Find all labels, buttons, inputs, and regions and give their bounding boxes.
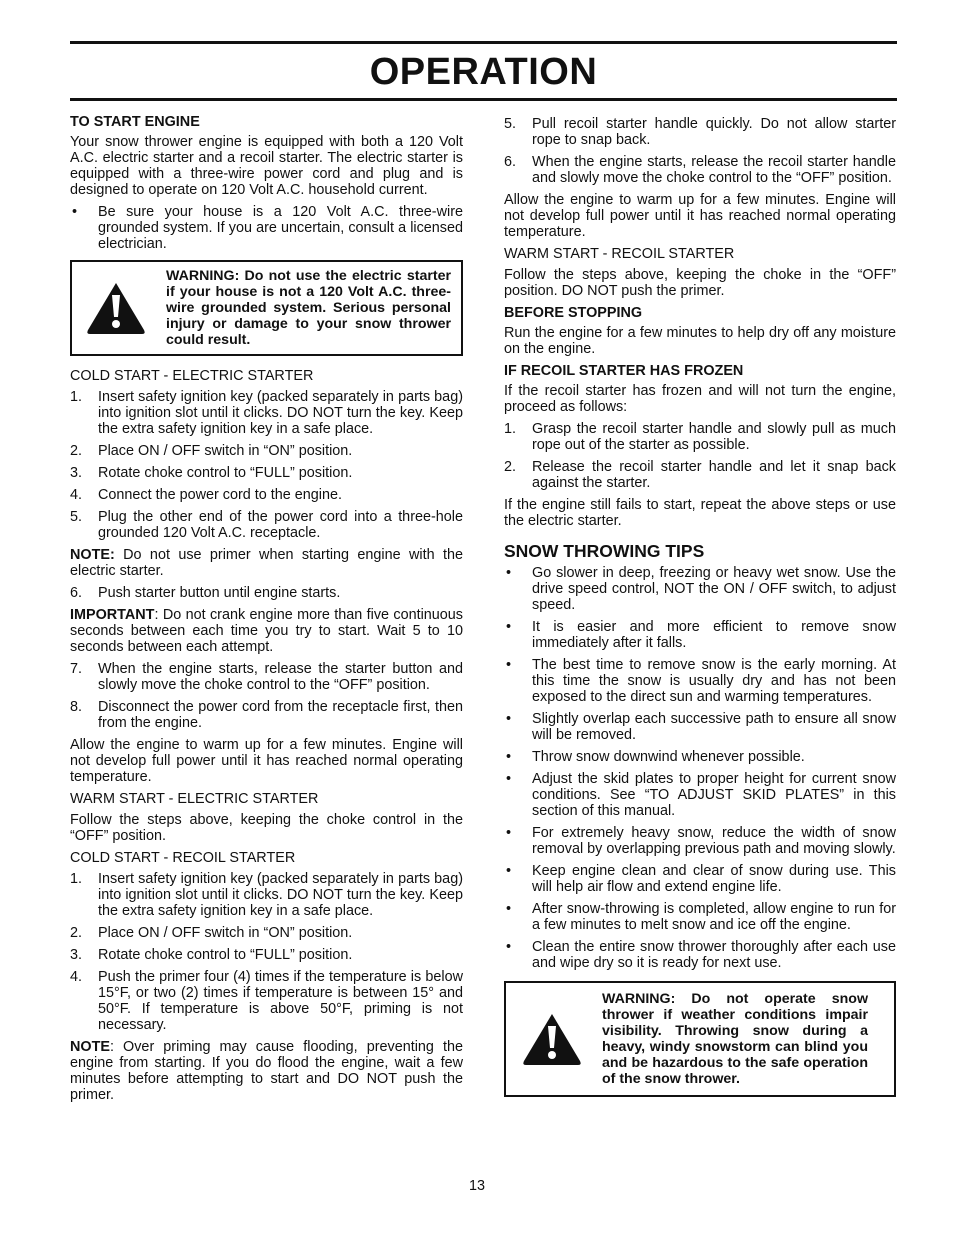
before-stopping-text: Run the engine for a few minutes to help dry off any moisture on the engine.: [504, 325, 896, 357]
list-item: 5. Pull recoil starter handle quickly. Do not allow starter rope to snap back.: [504, 116, 896, 148]
cold-start-electric-heading: COLD START - ELECTRIC STARTER: [70, 368, 314, 384]
warm-start-recoil-text: Follow the steps above, keeping the choke in the “OFF” position. DO NOT push the primer.: [504, 267, 896, 299]
cold-start-recoil-steps: [70, 871, 463, 1033]
list-item: 1. Insert safety ignition key (packed separately in parts bag) into ignition slot until it clicks. DO NOT turn the key. Keep the extra safety ignition key in a safe place.: [70, 389, 463, 437]
before-stopping-heading: BEFORE STOPPING: [504, 305, 643, 321]
list-item: 1. Insert safety ignition key (packed separately in parts bag) into ignition slot until it clicks. DO NOT turn the key. Keep the extra safety ignition key in a safe place.: [70, 871, 463, 919]
list-item: • Throw snow downwind whenever possible.: [506, 749, 805, 765]
cold-start-recoil-heading: COLD START - RECOIL STARTER: [70, 850, 296, 866]
after-start-steps: [70, 661, 463, 731]
exclamation-triangle-icon: [520, 1011, 584, 1067]
snow-throwing-tips-heading: SNOW THROWING TIPS: [504, 541, 705, 561]
warm-start-electric-text: Follow the steps above, keeping the choke control in the “OFF” position.: [70, 812, 463, 844]
page-title: OPERATION: [369, 51, 598, 93]
list-item: 5. Plug the other end of the power cord into a three-hole grounded 120 Volt A.C. receptacle.: [70, 509, 463, 541]
list-item: • Slightly overlap each successive path to ensure all snow will be removed.: [506, 711, 896, 743]
warm-start-electric-heading: WARM START - ELECTRIC STARTER: [70, 791, 319, 807]
list-item: 2. Release the recoil starter handle and let it snap back against the starter.: [504, 459, 896, 491]
list-item: • The best time to remove snow is the early morning. At this time the snow is usually dry and has not been exposed to the direct sun and warming temperatures.: [506, 657, 896, 705]
list-item: • Be sure your house is a 120 Volt A.C. three-wire grounded system. If you are uncertain, consult a licensed electrician.: [72, 204, 463, 252]
start-engine-heading: TO START ENGINE: [70, 114, 200, 130]
electric-starter-warning: [70, 260, 463, 356]
important-note: IMPORTANT: Do not crank engine more than five continuous seconds between each time you try to start. Wait 5 to 10 seconds between each attempt.: [70, 607, 463, 655]
frozen-starter-steps: [504, 421, 896, 491]
list-item: • It is easier and more efficient to remove snow immediately after it falls.: [506, 619, 896, 651]
warm-up-paragraph-recoil: Allow the engine to warm up for a few minutes. Engine will not develop full power until it has reached normal operating temperature.: [504, 192, 896, 240]
list-item: • Go slower in deep, freezing or heavy wet snow. Use the drive speed control, NOT the ON / OFF switch, to adjust speed.: [506, 565, 896, 613]
list-item: 8. Disconnect the power cord from the receptacle first, then from the engine.: [70, 699, 463, 731]
list-item: 6. When the engine starts, release the recoil starter handle and slowly move the choke control to the “OFF” position.: [504, 154, 896, 186]
list-item: 2. Place ON / OFF switch in “ON” position.: [70, 443, 353, 459]
warning-text: WARNING: Do not use the electric starter if your house is not a 120 Volt A.C. three-wire grounded system. Serious personal injury or damage to your snow thrower could result.: [166, 268, 451, 348]
starter-button-step: [70, 585, 463, 601]
list-item: 4. Push the primer four (4) times if the temperature is below 15°F, or two (2) times if temperature is between 15° and 50°F. If temperature is above 50°F, priming is not necessary.: [70, 969, 463, 1033]
right-column: [504, 116, 896, 1109]
list-item: 7. When the engine starts, release the starter button and slowly move the choke control to the “OFF” position.: [70, 661, 463, 693]
list-item: 6. Push starter button until engine starts.: [70, 585, 341, 601]
list-item: • For extremely heavy snow, reduce the width of snow removal by overlapping previous path and moving slowly.: [506, 825, 896, 857]
frozen-starter-intro: If the recoil starter has frozen and will not turn the engine, proceed as follows:: [504, 383, 896, 415]
list-item: • After snow-throwing is completed, allow engine to run for a few minutes to melt snow and ice off the engine.: [506, 901, 896, 933]
warning-text: WARNING: Do not operate snow thrower if weather conditions impair visibility. Throwing snow during a heavy, windy snowstorm can blind you and be hazardous to the safe operation of the snow thrower.: [602, 991, 868, 1087]
visibility-warning: [504, 981, 896, 1097]
title-rule: [70, 98, 897, 101]
cold-start-electric-steps: [70, 389, 463, 541]
list-item: 4. Connect the power cord to the engine.: [70, 487, 343, 503]
list-item: 3. Rotate choke control to “FULL” position.: [70, 465, 353, 481]
list-item: • Keep engine clean and clear of snow during use. This will help air flow and extend engine life.: [506, 863, 896, 895]
priming-note: NOTE: Over priming may cause flooding, preventing the engine from starting. If you do flood the engine, wait a few minutes before attempting to start and DO NOT push the primer.: [70, 1039, 463, 1103]
frozen-starter-heading: IF RECOIL STARTER HAS FROZEN: [504, 363, 744, 379]
list-item: 3. Rotate choke control to “FULL” position.: [70, 947, 353, 963]
warm-start-recoil-heading: WARM START - RECOIL STARTER: [504, 246, 735, 262]
list-item: 1. Grasp the recoil starter handle and slowly pull as much rope out of the starter as possible.: [504, 421, 896, 453]
page-number: 13: [468, 1178, 485, 1194]
list-item: • Adjust the skid plates to proper height for current snow conditions. See “TO ADJUST SKID PLATES” in this section of this manual.: [506, 771, 896, 819]
exclamation-triangle-icon: [84, 280, 148, 336]
list-item: • Clean the entire snow thrower thoroughly after each use and wipe dry so it is ready for next use.: [506, 939, 896, 971]
primer-note: NOTE: Do not use primer when starting engine with the electric starter.: [70, 547, 463, 579]
left-column: [70, 114, 463, 1109]
top-rule: [70, 41, 897, 44]
warm-up-paragraph: Allow the engine to warm up for a few minutes. Engine will not develop full power until it has reached normal operating temperature.: [70, 737, 463, 785]
start-engine-bullets: [70, 204, 463, 252]
list-item: 2. Place ON / OFF switch in “ON” position.: [70, 925, 353, 941]
recoil-start-steps: [504, 116, 896, 186]
frozen-starter-outro: If the engine still fails to start, repeat the above steps or use the electric starter.: [504, 497, 896, 529]
snow-throwing-tips-list: [504, 565, 896, 971]
start-engine-intro: Your snow thrower engine is equipped with both a 120 Volt A.C. electric starter and a recoil starter. The electric starter is equipped with a three-wire power cord and plug and is designed to operate on 120 Volt A.C. household current.: [70, 134, 463, 198]
